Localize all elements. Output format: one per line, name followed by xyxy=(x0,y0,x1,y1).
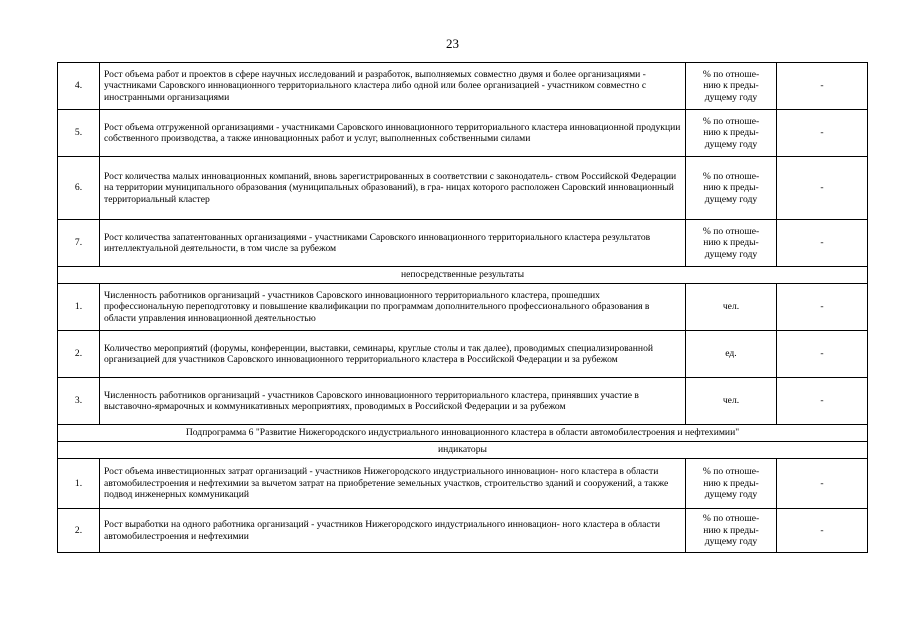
table-row xyxy=(58,459,868,509)
subprogram-row xyxy=(58,425,868,442)
row-value: - xyxy=(777,63,868,110)
table-row xyxy=(58,378,868,425)
indicators-table xyxy=(57,62,868,553)
page-number: 23 xyxy=(446,36,459,51)
section-heading-row xyxy=(58,442,868,459)
section-heading-row xyxy=(58,267,868,284)
row-description: Рост выработки на одного работника организаций - участников Нижегородского индустриального инновацион- ного кластера в области автомобилестроения и нефтехимии xyxy=(100,509,686,553)
row-number: 1. xyxy=(58,284,100,331)
row-value: - xyxy=(777,509,868,553)
table-row xyxy=(58,220,868,267)
row-number: 5. xyxy=(58,110,100,157)
row-number: 6. xyxy=(58,157,100,220)
row-unit: % по отноше- нию к преды- дущему году xyxy=(686,459,777,509)
row-number: 3. xyxy=(58,378,100,425)
table-row xyxy=(58,63,868,110)
indicators-heading: индикаторы xyxy=(58,442,868,459)
row-number: 2. xyxy=(58,509,100,553)
row-value: - xyxy=(777,157,868,220)
row-value: - xyxy=(777,331,868,378)
row-unit: ед. xyxy=(686,331,777,378)
row-unit: чел. xyxy=(686,284,777,331)
row-unit: % по отноше- нию к преды- дущему году xyxy=(686,220,777,267)
table-row xyxy=(58,110,868,157)
row-value: - xyxy=(777,459,868,509)
row-unit: % по отноше- нию к преды- дущему году xyxy=(686,110,777,157)
row-unit: % по отноше- нию к преды- дущему году xyxy=(686,509,777,553)
row-description: Численность работников организаций - участников Саровского инновационного территориального кластера, принявших участие в выставочно-ярмарочных и коммуникативных мероприятиях, проводимых в Российской Федерации и за рубежом xyxy=(100,378,686,425)
row-description: Численность работников организаций - участников Саровского инновационного территориального кластера, прошедших профессиональную переподготовку и повышение квалификации по программам дополнительного профессионального образования в области управления инновационной деятельностью xyxy=(100,284,686,331)
row-unit: % по отноше- нию к преды- дущему году xyxy=(686,63,777,110)
row-description: Рост количества запатентованных организациями - участниками Саровского инновационного территориального кластера результатов интеллектуальной деятельности, в том числе за рубежом xyxy=(100,220,686,267)
row-number: 7. xyxy=(58,220,100,267)
row-value: - xyxy=(777,284,868,331)
row-value: - xyxy=(777,378,868,425)
table-row xyxy=(58,331,868,378)
row-description: Рост объема работ и проектов в сфере научных исследований и разработок, выполняемых совместно двумя и более организациями - участниками Саровского инновационного территориального кластера либо одной или более организацией - участником совместно с иностранными организациями xyxy=(100,63,686,110)
row-description: Количество мероприятий (форумы, конференции, выставки, семинары, круглые столы и так далее), проводимых специализированной организацией для участников Саровского инновационного территориального кластера в Российской Федерации и за рубежом xyxy=(100,331,686,378)
row-description: Рост объема отгруженной организациями - участниками Саровского инновационного территориального кластера инновационной продукции собственного производства, а также инновационных работ и услуг, выполненных собственными силами xyxy=(100,110,686,157)
table-row xyxy=(58,157,868,220)
table-row xyxy=(58,509,868,553)
subprogram-title: Подпрограмма 6 "Развитие Нижегородского индустриального инновационного кластера в области автомобилестроения и нефтехимии" xyxy=(58,425,868,442)
row-number: 1. xyxy=(58,459,100,509)
row-unit: чел. xyxy=(686,378,777,425)
table-row xyxy=(58,284,868,331)
row-value: - xyxy=(777,220,868,267)
row-number: 4. xyxy=(58,63,100,110)
row-unit: % по отноше- нию к преды- дущему году xyxy=(686,157,777,220)
section-heading: непосредственные результаты xyxy=(58,267,868,284)
row-description: Рост количества малых инновационных компаний, вновь зарегистрированных в соответствии с законодатель- ством Российской Федерации на территории муниципального образования (муниципальных образований), в гра- ницах которого расположен Саровский инновационный территориальный кластер xyxy=(100,157,686,220)
row-value: - xyxy=(777,110,868,157)
row-number: 2. xyxy=(58,331,100,378)
row-description: Рост объема инвестиционных затрат организаций - участников Нижегородского индустриального инновацион- ного кластера в области автомобилестроения и нефтехимии за вычетом затрат на приобретение земельных участков, строительство зданий и сооружений, а также подвод инженерных коммуникаций xyxy=(100,459,686,509)
